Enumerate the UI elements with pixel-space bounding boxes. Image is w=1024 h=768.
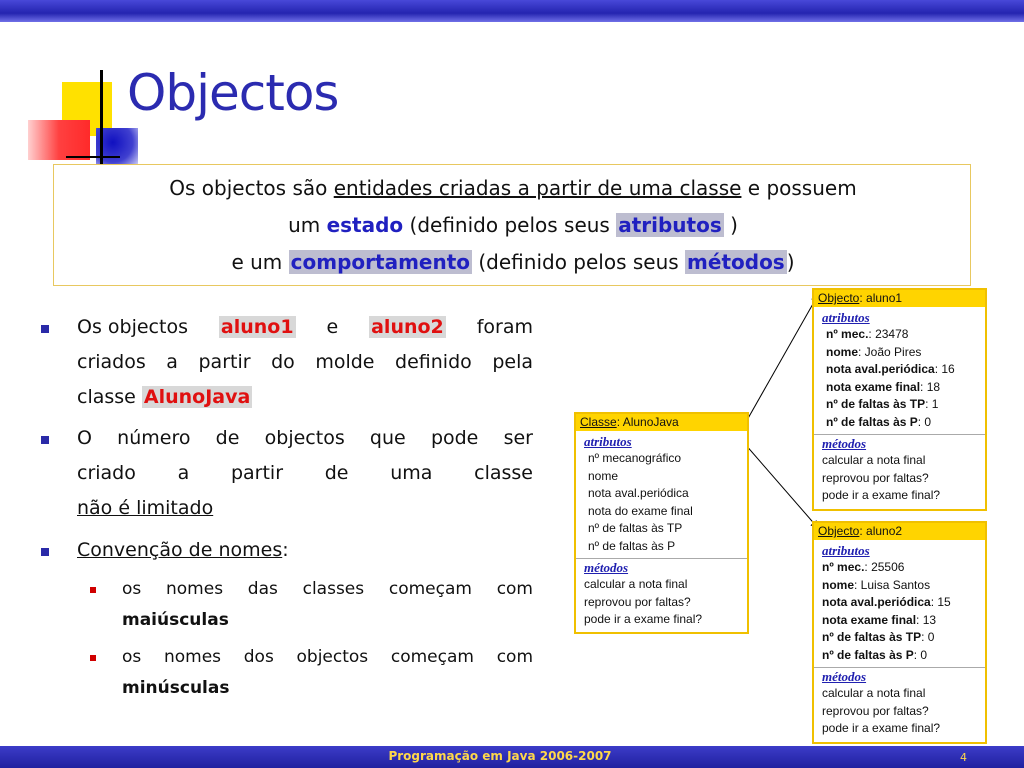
method-row: calcular a nota final [822, 453, 926, 467]
attribute-row: nome [588, 468, 619, 483]
object-methods-section [814, 436, 993, 505]
bullet-2-line-1: O número de objectos que pode ser [77, 427, 533, 449]
attributes-title: atributos [822, 310, 870, 325]
attribute-row: nº de faltas às TP: 1 [826, 397, 939, 411]
class-attributes-section [576, 434, 755, 555]
attribute-row: nome: Luisa Santos [822, 577, 931, 592]
attribute-row: nota exame final: 18 [826, 379, 941, 394]
section-divider [814, 434, 985, 435]
highlight-alunojava: AlunoJava [143, 386, 251, 408]
method-row: reprovou por faltas? [822, 470, 929, 485]
bullet-2-line-3: não é limitado [77, 497, 214, 519]
attribute-row: nº mec.: 23478 [826, 327, 909, 341]
object-attributes-section [814, 543, 993, 664]
bullet-1-line-1: Os objectos aluno1 e aluno2 foram [77, 316, 533, 338]
object-card-aluno2 [812, 521, 987, 744]
attribute-row: nº mecanográfico [588, 451, 682, 465]
object-card-header: Objecto: aluno2 [814, 523, 985, 540]
object-card-header: Objecto: aluno1 [814, 290, 985, 307]
bullet-1-line-3: classe AlunoJava [77, 386, 251, 408]
method-row: reprovou por faltas? [822, 703, 929, 718]
section-divider [576, 558, 747, 559]
keyword-comportamento: comportamento [290, 250, 471, 274]
bullet-3-line: Convenção de nomes: [77, 539, 289, 561]
attribute-row: nota aval.periódica: 15 [822, 595, 951, 609]
attribute-row: nº de faltas às P: 0 [822, 647, 928, 662]
attribute-row: nº de faltas às P: 0 [826, 414, 932, 429]
attributes-title: atributos [822, 543, 870, 558]
sub-bullet-1-line-1: os nomes das classes começam com [122, 579, 533, 599]
definition-line-1: Os objectos são entidades criadas a partir de uma classe e possuem [169, 176, 857, 200]
attribute-row: nota exame final: 13 [822, 612, 937, 627]
slide-title: Objectos [127, 64, 339, 122]
bullet-1-line-2: criados a partir do molde definido pela [77, 351, 533, 373]
object-attributes-section [814, 310, 993, 431]
attribute-row: nota aval.periódica: 16 [826, 362, 955, 376]
keyword-estado: estado [326, 213, 404, 237]
sub-bullet-1-line-2: maiúsculas [122, 610, 229, 630]
method-row: reprovou por faltas? [584, 594, 691, 609]
attribute-row: nº de faltas às TP [588, 521, 683, 535]
attribute-row: nome: João Pires [826, 344, 922, 359]
bullet-2-line-2: criado a partir de uma classe [77, 462, 533, 484]
keyword-metodos: métodos [687, 250, 785, 274]
class-methods-section [576, 560, 755, 629]
keyword-atributos: atributos [618, 213, 722, 237]
definition-line-2: um estado (definido pelos seus atributos ) [288, 213, 738, 237]
methods-title: métodos [822, 436, 867, 451]
sub-bullet-2-line-1: os nomes dos objectos começam com [122, 647, 533, 667]
attribute-row: nº de faltas às TP: 0 [822, 630, 935, 644]
page-number: 4 [960, 751, 967, 764]
definition-line-3: e um comportamento (definido pelos seus métodos ) [231, 250, 795, 274]
footer-course-title: Programação em Java 2006-2007 [388, 749, 612, 763]
object-methods-section [814, 669, 993, 738]
arrow-to-aluno1 [738, 295, 818, 436]
method-row: pode ir a exame final? [584, 612, 703, 626]
section-divider [814, 667, 985, 668]
method-row: pode ir a exame final? [822, 721, 941, 735]
attribute-row: nota aval.periódica [588, 486, 689, 500]
highlight-aluno2: aluno2 [371, 316, 444, 338]
attribute-row: nº de faltas às P [588, 538, 676, 553]
object-card-aluno1 [812, 288, 987, 511]
methods-title: métodos [822, 669, 867, 684]
method-row: calcular a nota final [822, 686, 926, 700]
methods-title: métodos [584, 560, 629, 575]
class-card-header: Classe: AlunoJava [576, 414, 747, 431]
attributes-title: atributos [584, 434, 632, 449]
attribute-row: nota do exame final [588, 503, 693, 518]
highlight-aluno1: aluno1 [220, 316, 294, 338]
class-card-alunojava [574, 412, 749, 634]
definition-underlined: entidades criadas a partir de uma classe [333, 176, 742, 200]
sub-bullet-2-line-2: minúsculas [122, 678, 230, 698]
method-row: calcular a nota final [584, 577, 688, 591]
attribute-row: nº mec.: 25506 [822, 560, 905, 574]
method-row: pode ir a exame final? [822, 488, 941, 502]
